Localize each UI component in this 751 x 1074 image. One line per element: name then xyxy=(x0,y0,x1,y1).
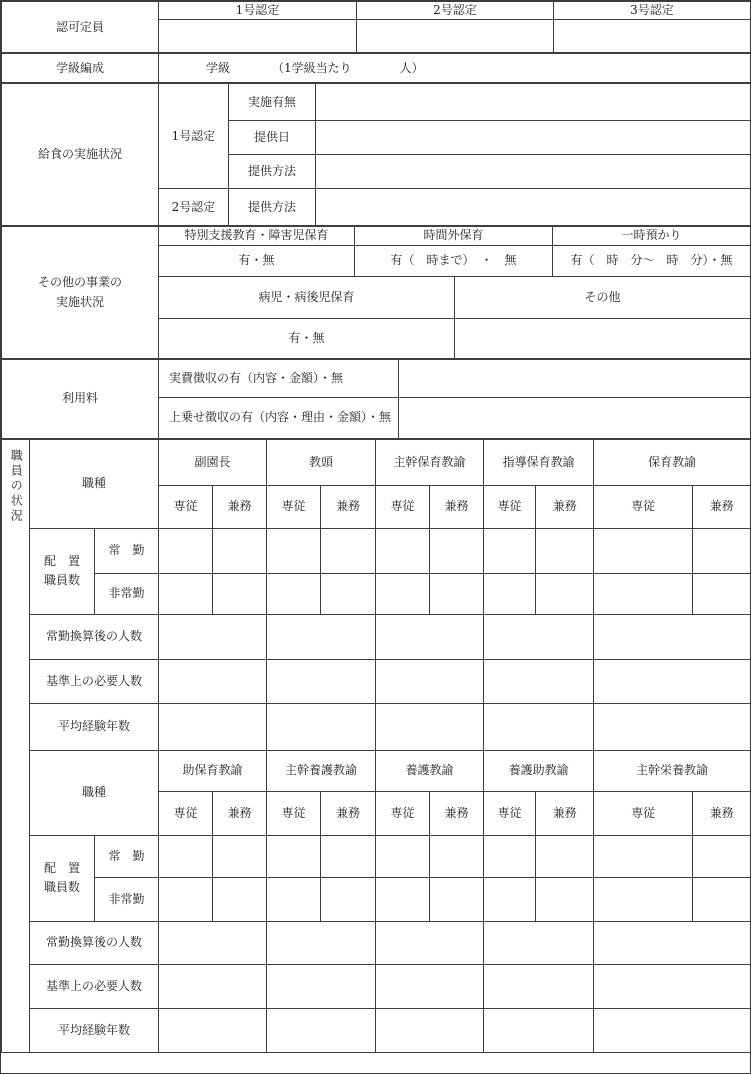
staff-merged-cell[interactable] xyxy=(484,1008,594,1052)
staff-merged-cell[interactable] xyxy=(159,703,267,750)
staff-count-cell[interactable] xyxy=(484,573,536,614)
other-programs-label-line2: 実施状況 xyxy=(55,294,104,309)
staff-merged-cell[interactable] xyxy=(267,614,376,659)
capacity-col-cert2: 2号認定 xyxy=(357,2,554,20)
job-col-header: 助保育教諭 xyxy=(159,750,267,791)
staff-count-cell[interactable] xyxy=(159,573,213,614)
fulltime-header: 専従 xyxy=(376,791,430,835)
staff-merged-cell[interactable] xyxy=(594,964,751,1008)
program-special-support: 特別支援教育・障害児保育 xyxy=(159,227,355,245)
staff-count-cell[interactable] xyxy=(536,573,594,614)
staff-count-cell[interactable] xyxy=(267,835,321,877)
staff-count-cell[interactable] xyxy=(430,877,484,921)
parttime-header: 兼務 xyxy=(321,791,376,835)
staff-count-cell[interactable] xyxy=(321,877,376,921)
meal-service-table xyxy=(1,83,751,226)
fees-actual-cost-value[interactable] xyxy=(399,359,751,397)
staff-count-cell[interactable] xyxy=(693,573,751,614)
staff-count-cell[interactable] xyxy=(213,573,267,614)
job-type-header: 職種 xyxy=(30,750,159,835)
meal-row-label: 提供日 xyxy=(229,121,316,155)
fulltime-header: 専従 xyxy=(267,485,321,528)
staff-count-cell[interactable] xyxy=(213,877,267,921)
capacity-value-cert1[interactable] xyxy=(159,20,357,53)
parttime-header: 兼務 xyxy=(536,791,594,835)
meal-row-value[interactable] xyxy=(316,155,751,189)
staff-section-label: 職員の状況 xyxy=(2,439,30,1052)
fulltime-header: 専従 xyxy=(159,791,213,835)
parttime-header: 兼務 xyxy=(321,485,376,528)
parttime-header: 兼務 xyxy=(693,485,751,528)
parttime-header: 兼務 xyxy=(213,485,267,528)
job-col-header: 副園長 xyxy=(159,439,267,485)
meal-row-label: 提供方法 xyxy=(229,189,316,226)
fees-table xyxy=(1,359,751,439)
job-col-header: 保育教諭 xyxy=(594,439,751,485)
program-temporary-care: 一時預かり xyxy=(553,227,751,245)
staff-merged-cell[interactable] xyxy=(594,659,751,703)
staff-merged-cell[interactable] xyxy=(267,703,376,750)
fees-surcharge-label: 上乗せ徴収の有（内容・理由・金額）・無 xyxy=(159,397,399,438)
meal-cert1-label: 1号認定 xyxy=(159,84,229,189)
staff-merged-cell[interactable] xyxy=(484,921,594,964)
job-col-header: 養護助教諭 xyxy=(484,750,594,791)
staff-merged-cell[interactable] xyxy=(594,921,751,964)
fulltime-header: 専従 xyxy=(376,485,430,528)
staff-merged-cell[interactable] xyxy=(267,659,376,703)
job-col-header: 主幹栄養教諭 xyxy=(594,750,751,791)
row-label-fte: 常勤換算後の人数 xyxy=(30,921,159,964)
meal-cert2-label: 2号認定 xyxy=(159,189,229,226)
row-label-required: 基準上の必要人数 xyxy=(30,659,159,703)
staff-count-cell[interactable] xyxy=(693,877,751,921)
staff-count-cell[interactable] xyxy=(213,835,267,877)
staff-merged-cell[interactable] xyxy=(267,1008,376,1052)
fulltime-header: 専従 xyxy=(484,791,536,835)
staff-merged-cell[interactable] xyxy=(159,659,267,703)
job-type-header: 職種 xyxy=(30,439,159,528)
program-special-support-value[interactable]: 有・無 xyxy=(159,245,355,276)
staff-merged-cell[interactable] xyxy=(484,703,594,750)
staff-merged-cell[interactable] xyxy=(159,614,267,659)
staff-count-cell[interactable] xyxy=(321,573,376,614)
staff-count-cell[interactable] xyxy=(159,528,213,573)
staff-count-cell[interactable] xyxy=(594,573,693,614)
program-other-value[interactable] xyxy=(455,318,751,358)
parttime-header: 兼務 xyxy=(536,485,594,528)
job-col-header: 主幹養護教諭 xyxy=(267,750,376,791)
staff-merged-cell[interactable] xyxy=(376,921,484,964)
staff-count-cell[interactable] xyxy=(430,573,484,614)
staff-merged-cell[interactable] xyxy=(159,921,267,964)
staff-count-cell[interactable] xyxy=(376,835,430,877)
fulltime-header: 専従 xyxy=(267,791,321,835)
other-programs-table xyxy=(1,226,751,358)
parttime-header: 兼務 xyxy=(430,485,484,528)
staff-merged-cell[interactable] xyxy=(484,614,594,659)
program-sick-child: 病児・病後児保育 xyxy=(159,276,455,318)
regular-label: 常 勤 xyxy=(95,528,159,573)
job-col-header: 指導保育教諭 xyxy=(484,439,594,485)
row-label-avg-years: 平均経験年数 xyxy=(30,1008,159,1052)
staff-merged-cell[interactable] xyxy=(484,964,594,1008)
staff-merged-cell[interactable] xyxy=(594,703,751,750)
staff-count-cell[interactable] xyxy=(321,835,376,877)
staff-merged-cell[interactable] xyxy=(484,659,594,703)
capacity-label: 認可定員 xyxy=(2,2,159,53)
row-label-fte: 常勤換算後の人数 xyxy=(30,614,159,659)
row-label-avg-years: 平均経験年数 xyxy=(30,703,159,750)
staff-merged-cell[interactable] xyxy=(267,921,376,964)
staff-count-cell[interactable] xyxy=(536,835,594,877)
non-regular-label: 非常勤 xyxy=(95,573,159,614)
staff-count-cell[interactable] xyxy=(484,835,536,877)
staff-merged-cell[interactable] xyxy=(376,614,484,659)
capacity-value-cert2[interactable] xyxy=(357,20,554,53)
staff-count-cell[interactable] xyxy=(693,528,751,573)
staff-count-cell[interactable] xyxy=(484,877,536,921)
staff-count-cell[interactable] xyxy=(430,835,484,877)
staff-count-cell[interactable] xyxy=(267,573,321,614)
class-organization-content[interactable]: 学級 （1学級当たり 人） xyxy=(159,54,751,83)
fees-surcharge-value[interactable] xyxy=(399,397,751,438)
staff-merged-cell[interactable] xyxy=(159,1008,267,1052)
staff-count-cell[interactable] xyxy=(159,877,213,921)
fulltime-header: 専従 xyxy=(594,485,693,528)
staff-count-cell[interactable] xyxy=(267,528,321,573)
meal-row-label: 実施有無 xyxy=(229,84,316,121)
capacity-value-cert3[interactable] xyxy=(554,20,751,53)
meal-row-label: 提供方法 xyxy=(229,155,316,189)
program-other: その他 xyxy=(455,276,751,318)
staff-count-cell[interactable] xyxy=(159,835,213,877)
job-col-header: 教頭 xyxy=(267,439,376,485)
program-extended-hours-value[interactable]: 有（ 時まで） ・ 無 xyxy=(355,245,553,276)
staff-merged-cell[interactable] xyxy=(159,964,267,1008)
fulltime-header: 専従 xyxy=(484,485,536,528)
capacity-table xyxy=(1,1,751,53)
staff-merged-cell[interactable] xyxy=(594,1008,751,1052)
class-organization-table xyxy=(1,53,751,83)
staff-count-cell[interactable] xyxy=(267,877,321,921)
staff-merged-cell[interactable] xyxy=(376,1008,484,1052)
parttime-header: 兼務 xyxy=(430,791,484,835)
staff-merged-cell[interactable] xyxy=(267,964,376,1008)
meal-row-value[interactable] xyxy=(316,84,751,121)
non-regular-label: 非常勤 xyxy=(95,877,159,921)
program-sick-child-value[interactable]: 有・無 xyxy=(159,318,455,358)
job-col-header: 主幹保育教諭 xyxy=(376,439,484,485)
job-col-header: 養護教諭 xyxy=(376,750,484,791)
fees-label: 利用料 xyxy=(2,359,159,438)
regular-label: 常 勤 xyxy=(95,835,159,877)
meal-row-value[interactable] xyxy=(316,121,751,155)
staff-count-cell[interactable] xyxy=(376,573,430,614)
staff-count-cell[interactable] xyxy=(594,528,693,573)
capacity-col-cert1: 1号認定 xyxy=(159,2,357,20)
meal-row-value[interactable] xyxy=(316,189,751,226)
staff-count-cell[interactable] xyxy=(376,877,430,921)
placement-count-label: 配 置 職員数 xyxy=(30,835,95,921)
staff-merged-cell[interactable] xyxy=(376,964,484,1008)
staff-count-cell[interactable] xyxy=(484,528,536,573)
staff-count-cell[interactable] xyxy=(430,528,484,573)
program-temporary-care-value[interactable]: 有（ 時 分～ 時 分）・無 xyxy=(553,245,751,276)
staff-count-cell[interactable] xyxy=(536,877,594,921)
row-label-required: 基準上の必要人数 xyxy=(30,964,159,1008)
staff-merged-cell[interactable] xyxy=(376,659,484,703)
program-extended-hours: 時間外保育 xyxy=(355,227,553,245)
staff-count-cell[interactable] xyxy=(594,877,693,921)
placement-count-label: 配 置 職員数 xyxy=(30,528,95,614)
fulltime-header: 専従 xyxy=(159,485,213,528)
staff-count-cell[interactable] xyxy=(213,528,267,573)
staff-count-cell[interactable] xyxy=(536,528,594,573)
staff-merged-cell[interactable] xyxy=(376,703,484,750)
parttime-header: 兼務 xyxy=(693,791,751,835)
class-organization-label: 学級編成 xyxy=(2,54,159,83)
capacity-col-cert3: 3号認定 xyxy=(554,2,751,20)
parttime-header: 兼務 xyxy=(213,791,267,835)
meal-service-label: 給食の実施状況 xyxy=(2,84,159,226)
fees-actual-cost-label: 実費徴収の有（内容・金額）・無 xyxy=(159,359,399,397)
fulltime-header: 専従 xyxy=(594,791,693,835)
other-programs-label xyxy=(2,227,159,358)
staff-merged-cell[interactable] xyxy=(594,614,751,659)
other-programs-label-line1: その他の事業の xyxy=(37,275,122,290)
staff-count-cell[interactable] xyxy=(376,528,430,573)
staff-count-cell[interactable] xyxy=(321,528,376,573)
staff-count-cell[interactable] xyxy=(594,835,693,877)
staff-table xyxy=(1,439,751,1053)
staff-count-cell[interactable] xyxy=(693,835,751,877)
